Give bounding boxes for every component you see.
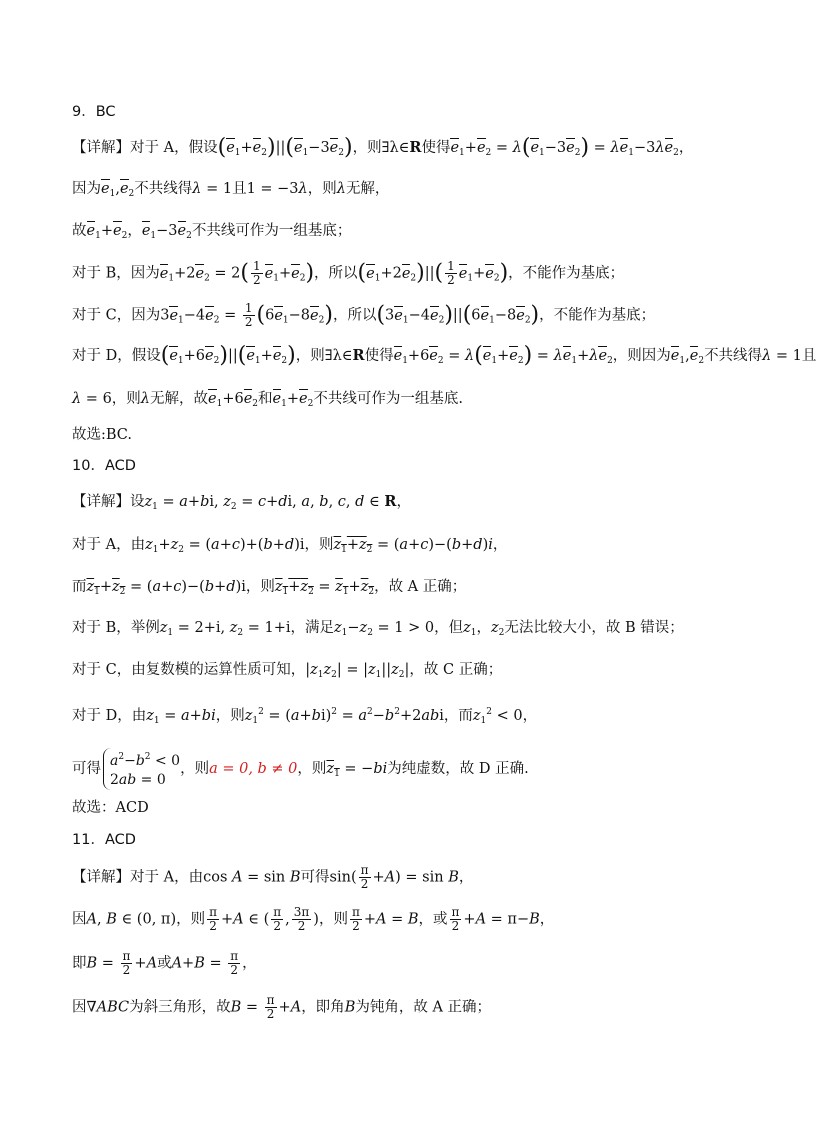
q11-line-2: 因A, B ∈ (0, π)，则 $\frac{\pi}{2}$ +A ∈ ( $\frac{\pi}{2}$ , $\frac{3\pi}{2}$ )，则 $\frac{\pi}{2}$ +A = B，或 $\frac{\pi}{2}$ +A = π−B， — [72, 905, 555, 933]
q11-heading: 11．ACD — [72, 832, 136, 848]
q9-line-5: 对于 C，因为$3e_1-4e_2$ = $\frac{1}{2}$ $(6e_1-8e_2)$，所以$(3e_1-4e_2)||(6e_1-8e_2)$，不能作为基底； — [72, 301, 656, 329]
q11-line-1: 【详解】对于 A，由cos A = sin B可得sin( $\frac{\pi}{2}$ +A) = sin B， — [72, 863, 474, 891]
q9-heading: 9．BC — [72, 104, 116, 120]
q10-line-4: 对于 B，举例$z_1 = 2+i$, $z_2 = 1+i$，满足$z_1-z_2 = 1 > 0$，但$z_1$，$z_2$无法比较大小，故 B 错误； — [72, 620, 684, 638]
q9-line-1: 【详解】对于 A，假设$(e_1+e_2)||(e_1-3e_2)$，则∃λ∈R使得$e_1+e_2 = \lambda(e_1-3e_2) = \lambda e_1-3\lambda e_2$， — [72, 135, 694, 160]
q11-line-3: 即B = $\frac{\pi}{2}$ +A或A+B = $\frac{\pi}{2}$ ， — [72, 949, 257, 977]
q10-line-1: 【详解】设$z_1 = a+bi$, $z_2 = c+di$, a, b, c, d ∈ R， — [72, 493, 411, 512]
q10-line-5: 对于 C，由复数模的运算性质可知，$|z_1z_2| = |z_1||z_2|$，故 C 正确； — [72, 662, 503, 680]
q9-line-2: 因为$e_1,e_2$不共线得λ = 1且1 = −3λ，则λ无解， — [72, 178, 753, 205]
q10-line-7: 可得 $a^2-b^2 < 0$ 2ab = 0 ，则a = 0, b ≠ 0，则$z_1 = -bi$为纯虚数，故 D 正确. — [72, 748, 753, 790]
q10-heading: 10．ACD — [72, 458, 136, 474]
q9-line-6: 对于 D，假设$(e_1+6e_2)||(e_1+e_2)$，则∃λ∈R使得$e_1+6e_2 = \lambda(e_1+e_2) = \lambda e_1+\lambda e_2$，则因为$e_1,e_2$不共线得λ = 1且 — [72, 343, 816, 368]
q10-answer: 故选：ACD — [72, 800, 149, 816]
q9-line-4: 对于 B，因为$e_1+2e_2 = 2$( $\frac{1}{2}$ $e_1+e_2$)，所以$(e_1+2e_2)||$( $\frac{1}{2}$ $e_1+e_2$)，不能作为基底； — [72, 259, 625, 287]
q10-line-2: 对于 A，由$z_1+z_2 = (a+c)+(b+d)i$，则$z_1+z_2 = (a+c)-(b+d)i$， — [72, 537, 508, 555]
q9-answer: 故选:BC. — [72, 427, 132, 443]
q10-line-3: 而$z_1+z_2 = (a+c)-(b+d)i$，则$z_1+z_2 = z_1+z_2$，故 A 正确； — [72, 579, 467, 597]
q9-line-3: 故$e_1+e_2$，$e_1-3e_2$不共线可作为一组基底； — [72, 220, 753, 247]
q10-line-6: 对于 D，由$z_1 = a+bi$，则$z_1^2 = (a+bi)^2 = a^2-b^2+2abi$，而$z_1^2 < 0$， — [72, 707, 538, 726]
q9-line-7: λ = 6，则λ无解，故$e_1+6e_2$和$e_1+e_2$不共线可作为一组基底. — [72, 388, 753, 415]
q11-line-4: 因∇ABC为斜三角形，故B = $\frac{\pi}{2}$ +A，即角B为钝角，故 A 正确； — [72, 993, 492, 1021]
highlighted-condition: a = 0, b ≠ 0 — [209, 761, 298, 777]
